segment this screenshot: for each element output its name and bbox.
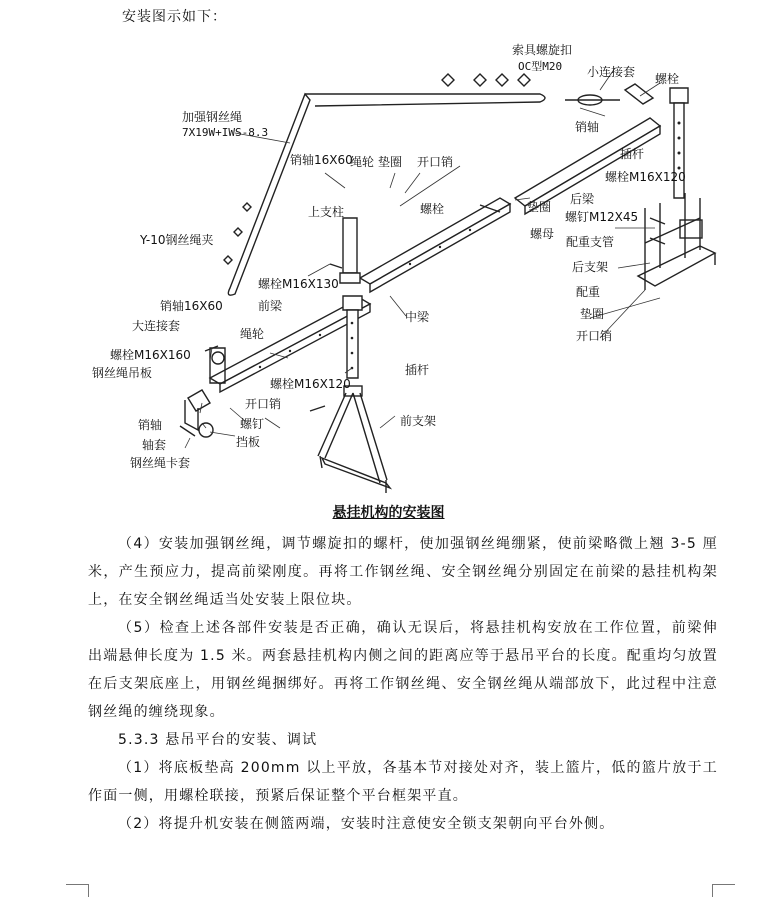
label-rear-frame: 后支架: [572, 260, 609, 274]
intro-text: 安装图示如下：: [122, 9, 227, 25]
label-rope-spec: 7X19W+IWS-8.3: [182, 126, 269, 139]
page-corner-mark-left: [66, 884, 89, 897]
label-pin-axle-top: 销轴: [575, 120, 600, 134]
label-bolt-m16x120-r: 螺栓M16X120: [605, 170, 686, 184]
paragraph-platform-1: （1）将底板垫高 200mm 以上平放，各基本节对接处对齐，装上篮片，低的篮片放于工作面一侧，用螺栓联接，预紧后保证整个平台框架平直。: [88, 760, 718, 804]
label-insert-rod-r: 插杆: [620, 147, 645, 161]
label-washer-r: 垫圈: [580, 307, 605, 321]
label-bolt-mid: 螺栓: [420, 202, 445, 216]
front-frame-shape: [318, 386, 390, 493]
label-axle-sleeve: 轴套: [142, 438, 167, 452]
paragraph-5: （5）检查上述各部件安装是否正确，确认无误后，将悬挂机构安放在工作位置，前梁伸出端悬伸长度为 1.5 米。两套悬挂机构内侧之间的距离应等于悬吊平台的长度。配重均匀放置在后支架底座上，用钢丝绳捆绑好。再将工作钢丝绳、安全钢丝绳从端部放下，此过程中注意钢丝绳的缠绕现象。: [88, 620, 718, 720]
label-y10-clamp: Y-10钢丝绳夹: [140, 233, 214, 247]
label-rear-beam: 后梁: [570, 192, 595, 206]
label-middle-beam: 中梁: [405, 310, 430, 324]
label-rope-clamp-sleeve: 钢丝绳卡套: [130, 456, 191, 470]
paragraph-4: （4）安装加强钢丝绳，调节螺旋扣的螺杆，使加强钢丝绳绷紧，使前梁略微上翘 3-5 厘米，产生预应力，提高前梁刚度。再将工作钢丝绳、安全钢丝绳分别固定在前梁的悬挂机构架上，在安全钢丝绳适当处安装上限位块。: [88, 536, 718, 608]
label-pin-axle-l: 销轴: [138, 418, 163, 432]
label-baffle: 挡板: [236, 435, 261, 449]
label-screw-l: 螺钉: [240, 417, 265, 431]
page-corner-mark-right: [712, 884, 735, 897]
label-cotter-r: 开口销: [576, 329, 613, 343]
upper-post-shape: [340, 218, 360, 283]
label-reinforce-rope: 加强钢丝绳: [182, 110, 243, 124]
label-nut: 螺母: [530, 227, 555, 241]
figure-caption-text: 悬挂机构的安装图: [332, 505, 445, 521]
top-bolts-shape: [442, 74, 530, 86]
label-counterweight-tube: 配重支管: [566, 235, 615, 249]
label-pin-16x60-a: 销轴16X60: [290, 153, 353, 167]
label-washer-mid: 垫圈: [527, 200, 552, 214]
label-counterweight: 配重: [576, 285, 601, 299]
reinforce-rope-bar: [305, 94, 545, 106]
label-bolt-m16x160: 螺栓M16X160: [110, 348, 191, 362]
label-rope-wheel-b: 绳轮: [240, 327, 265, 341]
label-front-beam: 前梁: [258, 299, 283, 313]
label-rope-hang-plate: 钢丝绳吊板: [92, 366, 153, 380]
label-washer-a: 垫圈: [378, 155, 403, 169]
installation-diagram: [60, 28, 740, 498]
figure-caption: [0, 502, 777, 522]
reinforce-rope-shape: [228, 94, 310, 295]
label-cotter-a: 开口销: [417, 155, 454, 169]
label-cotter-l: 开口销: [245, 397, 282, 411]
label-oc-m20: OC型M20: [518, 60, 563, 73]
rope-clamps-shape: [224, 203, 251, 264]
section-heading-5-3-3: 5.3.3 悬吊平台的安装、调试: [118, 732, 318, 748]
body-text: [88, 530, 718, 838]
label-big-connector: 大连接套: [132, 319, 181, 333]
label-insert-rod-c: 插杆: [405, 363, 430, 377]
rear-frame-shape: [638, 193, 715, 290]
label-bolt-m16x130: 螺栓M16X130: [258, 277, 339, 291]
label-rope-wheel-a: 绳轮: [350, 155, 375, 169]
label-pin-16x60-b: 销轴16X60: [160, 299, 223, 313]
label-rope-screw: 索具螺旋扣: [512, 43, 573, 57]
label-upper-post: 上支柱: [308, 205, 345, 219]
label-bolt-top: 螺栓: [655, 72, 680, 86]
center-insert-rod-shape: [343, 296, 362, 378]
label-screw-m12x45: 螺钉M12X45: [565, 210, 639, 224]
label-front-frame: 前支架: [400, 414, 437, 428]
label-small-connector: 小连接套: [587, 65, 636, 79]
label-bolt-m16x120-c: 螺栓M16X120: [270, 377, 351, 391]
turnbuckle-shape: [565, 84, 653, 105]
paragraph-platform-2: （2）将提升机安装在侧篮两端，安装时注意使安全锁支架朝向平台外侧。: [118, 816, 615, 832]
